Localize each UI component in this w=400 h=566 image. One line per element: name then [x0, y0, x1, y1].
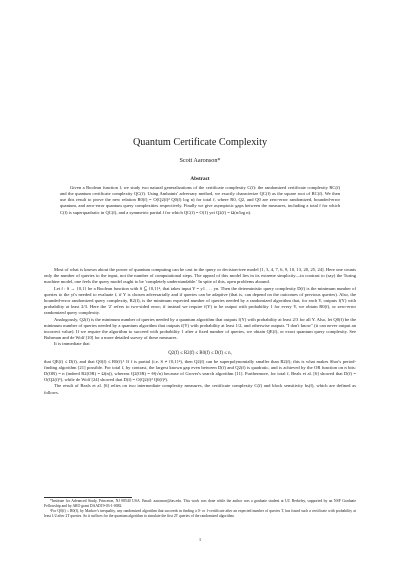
paragraph-intro: Most of what is known about the power of quantum computing can be cast in the query or decision-tree model [1, 3, 4, 7, 6, 9, 10, 13, 20, 25, 24]. Here one counts only the number of queries to the input, not the number of computational steps. The appeal of this model lies in its extreme simplicity—in contrast to (say) the Turing machine model, one feels the query model ought to be 'completely understandable.' In spite of this, open problems abound. [44, 267, 356, 285]
page-number: 1 [198, 537, 202, 542]
abstract-heading: Abstract [190, 176, 210, 182]
paragraph-definitions: Let f : S → {0,1} be a Boolean function with S ⊆ {0,1}ⁿ, that takes input Y = y1 . . . yn. Then the deterministic query complexity D(f) is the minimum number of queries to the yi's needed to evaluate f, if Y is chosen adversarially and if queries can be adaptive (that is, can depend on the outcomes of previous queries). Also, the bounded-error randomized query complexity, R2(f), is the minimum expected number of queries needed by a randomized algorithm that, for each Y, outputs f(Y) with probability at least 2/3. Here the '2' refers to two-sided error; if instead we require f(Y) to be output with probability 1 for every Y, we obtain R0(f), or zero-error randomized query complexity. [44, 285, 356, 316]
footnote-rule [44, 497, 132, 498]
paragraph-quantum-measures: Analogously, Q2(f) is the minimum number of queries needed by a quantum algorithm that outputs f(Y) with probability at least 2/3 for all Y. Also, let Q0(f) be the minimum number of queries needed by a quantum algorithm that outputs f(Y) with probability at least 1/2, and otherwise outputs "I don't know" (it can never output an incorrect value). If we require the algorithm to succeed with probability 1 after a fixed number of queries, we obtain QE(f), or exact quantum query complexity. See Buhrman and de Wolf [10] for a more detailed survey of these measures. [44, 316, 356, 341]
paragraph-continuation: that QE(f) ≤ D(f), and that Q0(f) ≤ R0(f).¹ If f is partial (i.e. S ≠ {0,1}ⁿ), then Q2(f) can be superpolynomially smaller than R2(f); this is what makes Shor's period-finding algorithm [21] possible. For total f, by contrast, the largest known gap even between D(f) and Q2(f) is quadratic, and is achieved by the OR function on n bits: D(OR) = n (indeed R2(OR) = Ω(n)), whereas Q2(OR) = Θ(√n) because of Grover's search algorithm [11]. Furthermore, for total f, Beals et al. [6] showed that D(f) = O(Q2(f)⁶), while de Wolf [24] showed that D(f) = O(Q2(f)² Q0(f)²). [44, 358, 356, 383]
body-text [44, 267, 356, 396]
footnotes [44, 499, 356, 519]
paragraph-immediate: It is immediate that [54, 341, 90, 347]
footnote-affiliation: *Institute for Advanced Study, Princeton, NJ 08540 USA. Email: aaronson@ias.edu. This work was done while the author was a graduate student at UC Berkeley, supported by an NSF Graduate Fellowship and by ARO grant DAAD19-03-1-0082. [44, 499, 356, 508]
abstract-text: Given a Boolean function f, we study two natural generalizations of the certificate complexity C(f): the randomized certificate complexity RC(f) and the quantum certificate complexity QC(f). Using Ambainis' adversary method, we exactly characterize QC(f) as the square root of RC(f). We then use this result to prove the new relation R0(f) = O(Q2(f)² Q0(f) log n) for total f, where R0, Q2, and Q0 are zero-error randomized, bounded-error quantum, and zero-error quantum query complexities respectively. Finally we give asymptotic gaps between the measures, including a total f for which C(f) is superquadratic in QC(f), and a symmetric partial f for which QC(f) = O(1) yet Q2(f) = Ω(n/log n). [60, 185, 340, 215]
author-line: Scott Aaronson* [179, 157, 221, 164]
paragraph-last: The result of Beals et al. [6] relies on two intermediate complexity measures, the certificate complexity C(f) and block sensitivity bs(f), which are defined as follows. [44, 383, 356, 395]
paper-title: Quantum Certificate Complexity [132, 137, 268, 148]
display-inequality: Q2(f) ≤ R2(f) ≤ R0(f) ≤ D(f) ≤ n, [168, 350, 232, 356]
footnote-1: ¹For Q0(f) ≤ R0(f), by Markov's inequality, any randomized algorithm that succeeds in finding a 0- or 1-certificate after an expected number of queries T, has found such a certificate with probability at least 1/2 after 2T queries. So it suffices for the quantum algorithm to simulate the first 2T queries of the randomized algorithm. [44, 509, 356, 519]
